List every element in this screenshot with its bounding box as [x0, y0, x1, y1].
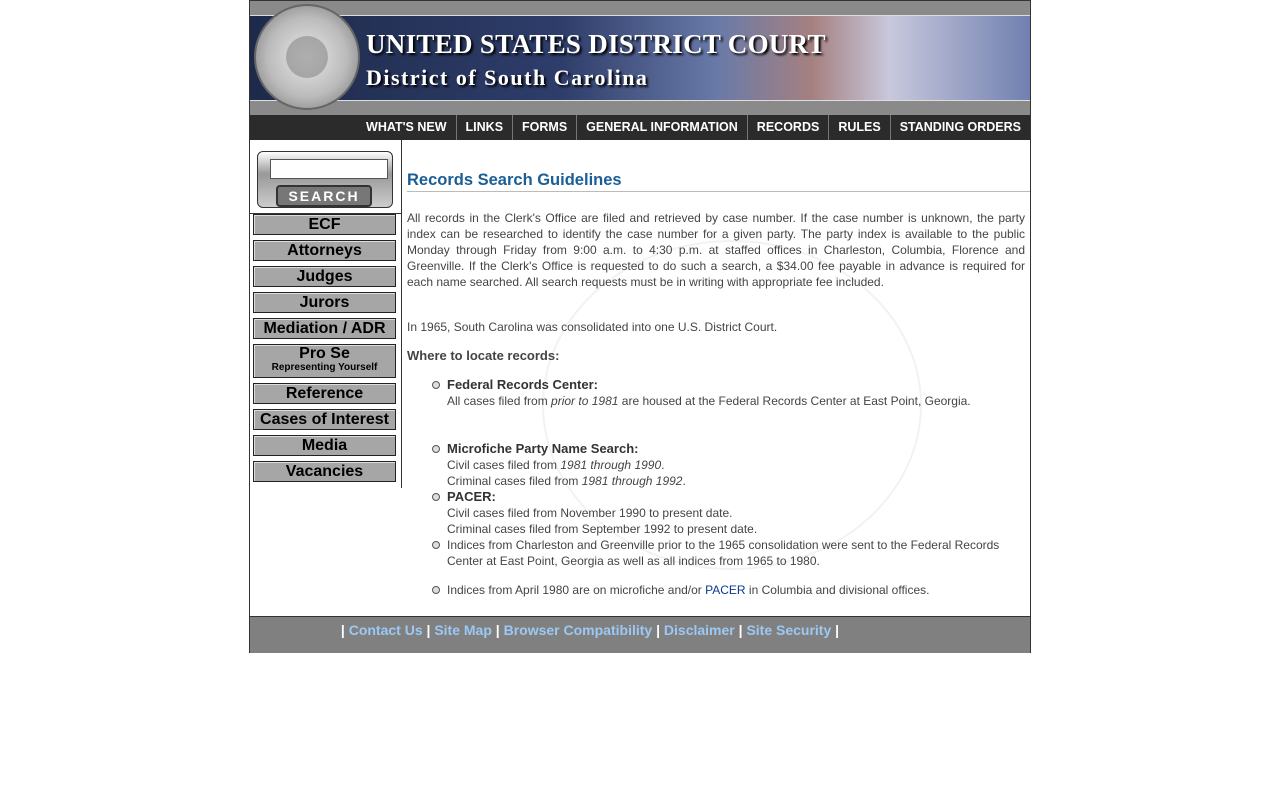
- item-text: in Columbia and divisional offices.: [745, 583, 930, 597]
- sidebar-item-reference[interactable]: Reference: [253, 383, 396, 404]
- sidebar-item-jurors[interactable]: Jurors: [253, 292, 396, 313]
- search-button[interactable]: SEARCH: [276, 185, 372, 207]
- sidebar-item-ecf[interactable]: ECF: [253, 214, 396, 235]
- item-text-italic: prior to 1981: [551, 394, 619, 408]
- footer-browser-compatibility[interactable]: Browser Compatibility: [503, 622, 653, 638]
- item-text-italic: 1981 through 1992: [581, 474, 683, 488]
- site-subtitle: District of South Carolina: [366, 65, 649, 90]
- page-container: [249, 0, 1031, 653]
- sidebar: [250, 140, 402, 488]
- microfiche-link[interactable]: Microfiche Party Name Search:: [447, 441, 639, 456]
- search-input[interactable]: [270, 159, 388, 179]
- list-item-indices-1980: [447, 582, 929, 598]
- item-text: .: [661, 458, 665, 472]
- footer-contact-us[interactable]: Contact Us: [348, 622, 423, 638]
- sidebar-item-mediation[interactable]: Mediation / ADR: [253, 318, 396, 339]
- intro-paragraph: All records in the Clerk's Office are filed and retrieved by case number. If the case number is unknown, the party index can be researched to identify the case number for a given party. The party index is available to the public Monday through Friday from 9:00 a.m. to 4:30 p.m. at staffed offices in Charleston, Columbia, Florence and Greenville. If the Clerk's Office is requested to do such a search, a $34.00 fee payable in advance is required for each name searched. All search requests must be in writing with appropriate fee included.: [407, 211, 1025, 289]
- nav-records[interactable]: RECORDS: [747, 115, 829, 140]
- main-content: [402, 140, 1030, 616]
- item-text: are housed at the Federal Records Center at East Point, Georgia.: [618, 394, 971, 408]
- item-text: Criminal cases filed from September 1992 to present date.: [447, 522, 758, 536]
- top-nav: [250, 115, 1030, 140]
- item-text-italic: 1981 through 1990: [560, 458, 662, 472]
- eagle-icon: [286, 36, 328, 78]
- nav-standing-orders[interactable]: STANDING ORDERS: [890, 115, 1030, 140]
- item-heading: Federal Records Center:: [447, 377, 598, 392]
- item-text: Civil cases filed from November 1990 to present date.: [447, 506, 733, 520]
- where-heading: Where to locate records:: [407, 348, 560, 363]
- footer-disclaimer[interactable]: Disclaimer: [663, 622, 735, 638]
- sidebar-item-media[interactable]: Media: [253, 435, 396, 456]
- search-box: [257, 151, 393, 208]
- sidebar-item-vacancies[interactable]: Vacancies: [253, 461, 396, 482]
- sidebar-item-judges[interactable]: Judges: [253, 266, 396, 287]
- item-text: All cases filed from: [447, 394, 552, 408]
- nav-general-information[interactable]: GENERAL INFORMATION: [576, 115, 747, 140]
- site-title: UNITED STATES DISTRICT COURT: [366, 29, 826, 59]
- list-item-indices-1965: Indices from Charleston and Greenville prior to the 1965 consolidation were sent to the Federal Records Center at East Point, Georgia as well as all indices from 1965 to 1980.: [447, 537, 1017, 569]
- nav-whats-new[interactable]: WHAT'S NEW: [366, 120, 447, 134]
- footer-site-security[interactable]: Site Security: [746, 622, 832, 638]
- nav-links[interactable]: LINKS: [456, 115, 513, 140]
- consolidation-paragraph: In 1965, South Carolina was consolidated into one U.S. District Court.: [407, 320, 778, 334]
- item-text: .: [682, 474, 686, 488]
- nav-rules[interactable]: RULES: [828, 115, 889, 140]
- item-text: Indices from April 1980 are on microfiche and/or: [447, 583, 706, 597]
- list-item-federal-records: [447, 377, 971, 409]
- pro-se-label: Pro Se: [299, 345, 350, 362]
- pacer-link[interactable]: PACER:: [447, 489, 496, 504]
- footer: | Contact Us | Site Map | Browser Compatibility | Disclaimer | Site Security |: [250, 616, 1030, 653]
- item-text: Civil cases filed from: [447, 458, 561, 472]
- item-text: Criminal cases filed from: [447, 474, 582, 488]
- sidebar-item-pro-se[interactable]: [253, 344, 396, 378]
- list-item-pacer: [447, 489, 757, 537]
- pro-se-sublabel: Representing Yourself: [271, 362, 378, 373]
- header-banner: [250, 1, 1030, 115]
- sidebar-item-cases-of-interest[interactable]: Cases of Interest: [253, 409, 396, 430]
- court-seal-logo: [254, 4, 360, 110]
- footer-site-map[interactable]: Site Map: [434, 622, 492, 638]
- sidebar-item-attorneys[interactable]: Attorneys: [253, 240, 396, 261]
- page-title: Records Search Guidelines: [407, 171, 1030, 192]
- list-item-microfiche: [447, 441, 686, 489]
- nav-forms[interactable]: FORMS: [512, 115, 576, 140]
- pacer-inline-link[interactable]: PACER: [705, 583, 746, 597]
